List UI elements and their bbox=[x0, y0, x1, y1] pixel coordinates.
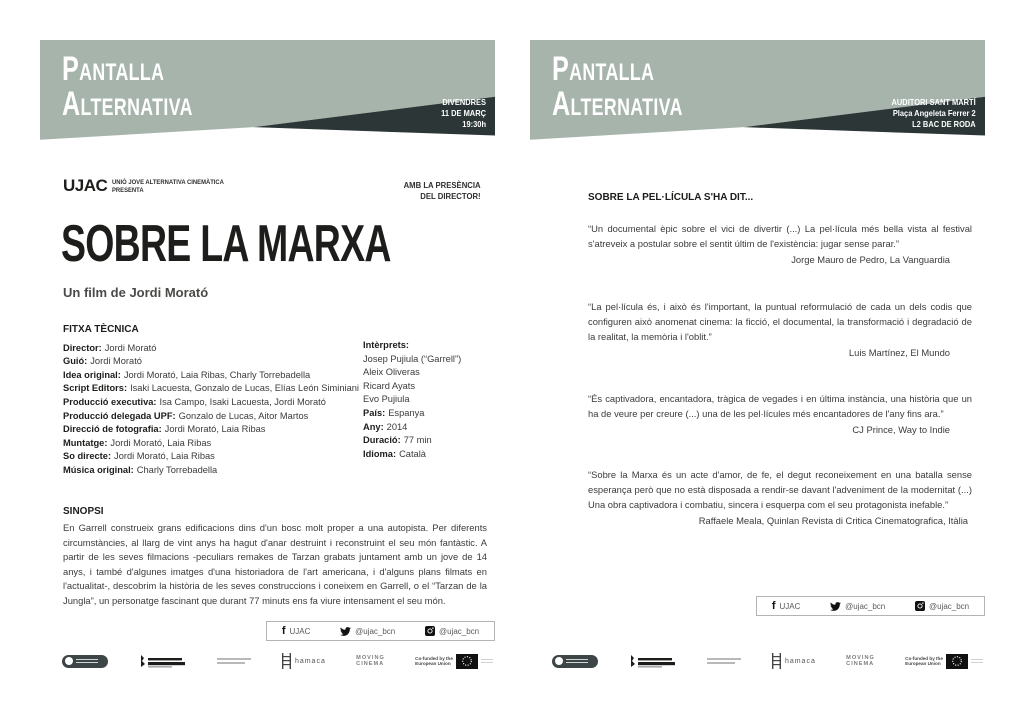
social-bar bbox=[756, 596, 985, 616]
sponsor-logos bbox=[552, 653, 983, 669]
quote-text: “Un documental èpic sobre el vici de divertir (...) La pel·lícula més bella vista al festival s'atreveix a postular sobre el sentit últim de l'existència: jugar sense parar.” bbox=[588, 223, 972, 249]
press-quote bbox=[588, 221, 972, 267]
quote-text: “És captivadora, encantadora, tràgica de vegades i en última instància, una història que un ha de veure per creure (...) una de les pel·lícules més encantadores de l'any fins ara.” bbox=[588, 393, 972, 419]
centre-civic-logo bbox=[217, 656, 251, 666]
cast-name: Ricard Ayats bbox=[363, 380, 416, 391]
presenter-sub bbox=[112, 178, 224, 194]
film-detail-row: País: Espanya bbox=[363, 407, 425, 418]
page-left bbox=[40, 40, 495, 700]
film-subtitle: Un film de Jordi Morató bbox=[63, 285, 209, 300]
session-date: 11 DE MARÇ bbox=[441, 108, 486, 118]
quote-attribution: Jorge Mauro de Pedro, La Vanguardia bbox=[791, 254, 950, 265]
eu-cofunded-logo: Co-funded by the European Union bbox=[905, 654, 983, 669]
moving-cinema-logo: MOVING CINEMA bbox=[846, 654, 875, 667]
sant-marti-logo bbox=[138, 653, 186, 669]
credit-row: So directe: Jordi Morató, Laia Ribas bbox=[63, 451, 215, 462]
hamaca-logo bbox=[281, 653, 326, 669]
sant-marti-logo bbox=[628, 653, 676, 669]
credit-row: Script Editors: Isaki Lacuesta, Gonzalo de Lucas, Elías León Siminiani bbox=[63, 383, 360, 394]
instagram-link[interactable] bbox=[425, 626, 479, 636]
hamaca-wordmark: hamaca bbox=[294, 657, 326, 665]
quotes-heading: SOBRE LA PEL·LÍCULA S'HA DIT... bbox=[588, 192, 754, 203]
eu-cofunded-logo: Co-funded by the European Union bbox=[415, 654, 493, 669]
ajuntament-barcelona-logo bbox=[62, 655, 108, 668]
quote-attribution: Luis Martínez, El Mundo bbox=[848, 347, 950, 358]
hamaca-wordmark: hamaca bbox=[784, 657, 816, 665]
cast-block bbox=[363, 339, 491, 461]
hamaca-logo bbox=[771, 653, 816, 669]
brand-line-1: Pantalla bbox=[62, 50, 165, 88]
presenter-block bbox=[63, 178, 234, 194]
twitter-icon bbox=[830, 602, 841, 611]
header-band bbox=[40, 40, 495, 145]
facebook-icon: f bbox=[281, 625, 286, 637]
film-detail-row: Any: 2014 bbox=[363, 421, 408, 432]
eu-flag-icon bbox=[946, 654, 968, 669]
facebook-handle: UJAC bbox=[779, 601, 801, 611]
press-quote bbox=[588, 391, 972, 437]
instagram-link[interactable] bbox=[915, 601, 969, 611]
cast-heading: Intèrprets: bbox=[363, 340, 409, 350]
presenter-presenta: PRESENTA bbox=[112, 186, 144, 194]
instagram-handle: @ujac_bcn bbox=[928, 601, 970, 611]
hamaca-ladder-icon bbox=[281, 653, 292, 669]
venue-metro: L2 BAC DE RODA bbox=[912, 119, 976, 129]
session-info bbox=[441, 97, 486, 130]
centre-civic-logo bbox=[707, 656, 741, 666]
hamaca-ladder-icon bbox=[771, 653, 782, 669]
facebook-link[interactable] bbox=[282, 626, 311, 636]
cast-name: Aleix Oliveras bbox=[363, 367, 420, 378]
sant-marti-mark bbox=[138, 653, 186, 669]
sinopsi-heading: SINOPSI bbox=[63, 506, 104, 517]
instagram-handle: @ujac_bcn bbox=[438, 626, 480, 636]
credit-row: Director: Jordi Morató bbox=[63, 342, 157, 353]
session-day: DIVENDRES bbox=[442, 97, 486, 107]
fitxa-tecnica bbox=[63, 323, 370, 478]
page-right bbox=[530, 40, 985, 700]
ajuntament-emblem bbox=[555, 657, 563, 665]
credit-row: Direcció de fotografia: Jordi Morató, Laia Ribas bbox=[63, 424, 266, 435]
cast-name: Josep Pujiula (“Garrell”) bbox=[363, 353, 462, 364]
credit-row: Producció delegada UPF: Gonzalo de Lucas, Aitor Martos bbox=[63, 410, 309, 421]
social-bar bbox=[266, 621, 495, 641]
sinopsi-body: En Garrell construeix grans edificacions dins d'un bosc molt proper a una autopista. Per diferents circumstàncies, al llarg de vint anys ha hagut d'anar destruint i reconstruint el seu món fantàstic. A partir de les seves filmacions -peculiars remakes de Tarzan grabats juntament amb un jove de 14 anys, i també d'algunes imatges d'una historiadora de l'art americana, i d'alguns plans filmats en l'actualitat-, descobrim la història de les seves construccions i coneixem en Garrell, o el “Tarzan de la Jungla”, un personatge fascinant que durant 77 minuts ens fa viure intensament el seu món. bbox=[63, 522, 487, 606]
sant-marti-mark bbox=[628, 653, 676, 669]
cast-name: Evo Pujiula bbox=[363, 394, 410, 405]
film-title: SOBRE LA MARXA bbox=[61, 215, 391, 273]
brand-line-2: Alternativa bbox=[552, 85, 683, 123]
credit-row: Idea original: Jordi Morató, Laia Ribas, Charly Torrebadella bbox=[63, 369, 311, 380]
credit-row: Producció executiva: Isa Campo, Isaki Lacuesta, Jordi Morató bbox=[63, 396, 326, 407]
header-band bbox=[530, 40, 985, 145]
film-detail-row: Idioma: Català bbox=[363, 448, 426, 459]
facebook-icon: f bbox=[771, 600, 776, 612]
brand-line-2: Alternativa bbox=[62, 85, 193, 123]
press-quote bbox=[588, 467, 972, 528]
venue-name: AUDITORI SANT MARTÍ bbox=[891, 97, 976, 107]
pantalla-alternativa-logo bbox=[62, 52, 193, 122]
brand-line-1: Pantalla bbox=[552, 50, 655, 88]
facebook-handle: UJAC bbox=[289, 626, 311, 636]
twitter-link[interactable] bbox=[830, 602, 885, 611]
twitter-handle: @ujac_bcn bbox=[355, 626, 396, 636]
credit-row: Muntatge: Jordi Morató, Laia Ribas bbox=[63, 437, 212, 448]
quote-attribution: Raffaele Meala, Quinlan Revista di Critica Cinematografica, Itàlia bbox=[698, 515, 968, 526]
twitter-icon bbox=[340, 627, 351, 636]
quote-attribution: CJ Prince, Way to Indie bbox=[852, 424, 950, 435]
pantalla-alternativa-logo bbox=[552, 52, 683, 122]
twitter-link[interactable] bbox=[340, 627, 395, 636]
quote-text: “La pel·lícula és, i això és l'important, la puntual reformulació de cada un dels codis que configuren això anomenat cinema: la ficció, el documental, la transformació i degradació de la realitat, la memòria i l'oblit.” bbox=[588, 301, 972, 342]
press-quote bbox=[588, 299, 972, 360]
twitter-handle: @ujac_bcn bbox=[845, 601, 886, 611]
moving-cinema-logo: MOVING CINEMA bbox=[356, 654, 385, 667]
fitxa-heading: FITXA TÈCNICA bbox=[63, 324, 139, 335]
venue-address: Plaça Angeleta Ferrer 2 bbox=[893, 108, 976, 118]
director-presence-note: AMB LA PRESÈNCIA DEL DIRECTOR! bbox=[403, 180, 481, 201]
credit-row: Música original: Charly Torrebadella bbox=[63, 464, 218, 475]
credit-row: Guió: Jordi Morató bbox=[63, 356, 142, 367]
instagram-icon bbox=[915, 601, 925, 611]
quote-text: “Sobre la Marxa és un acte d'amor, de fe, el degut reconeixement en una batalla sense esperança però que no està disposada a rendir-se davant l'adveniment de la modernitat (...) Una obra captivadora i combatiu, sincera i esquerpa com el seu protagonista inefable.” bbox=[588, 469, 972, 510]
instagram-icon bbox=[425, 626, 435, 636]
film-detail-row: Duració: 77 min bbox=[363, 435, 432, 446]
presenter-name: UNIÓ JOVE ALTERNATIVA CINEMÀTICA bbox=[112, 179, 225, 186]
eu-flag-icon bbox=[456, 654, 478, 669]
ujac-logo: UJAC bbox=[63, 176, 108, 195]
ajuntament-barcelona-logo bbox=[552, 655, 598, 668]
facebook-link[interactable] bbox=[772, 601, 801, 611]
venue-info bbox=[892, 97, 976, 130]
sponsor-logos bbox=[62, 653, 493, 669]
session-time: 19:30h bbox=[462, 119, 486, 129]
ajuntament-emblem bbox=[65, 657, 73, 665]
sinopsi-section bbox=[63, 506, 487, 609]
